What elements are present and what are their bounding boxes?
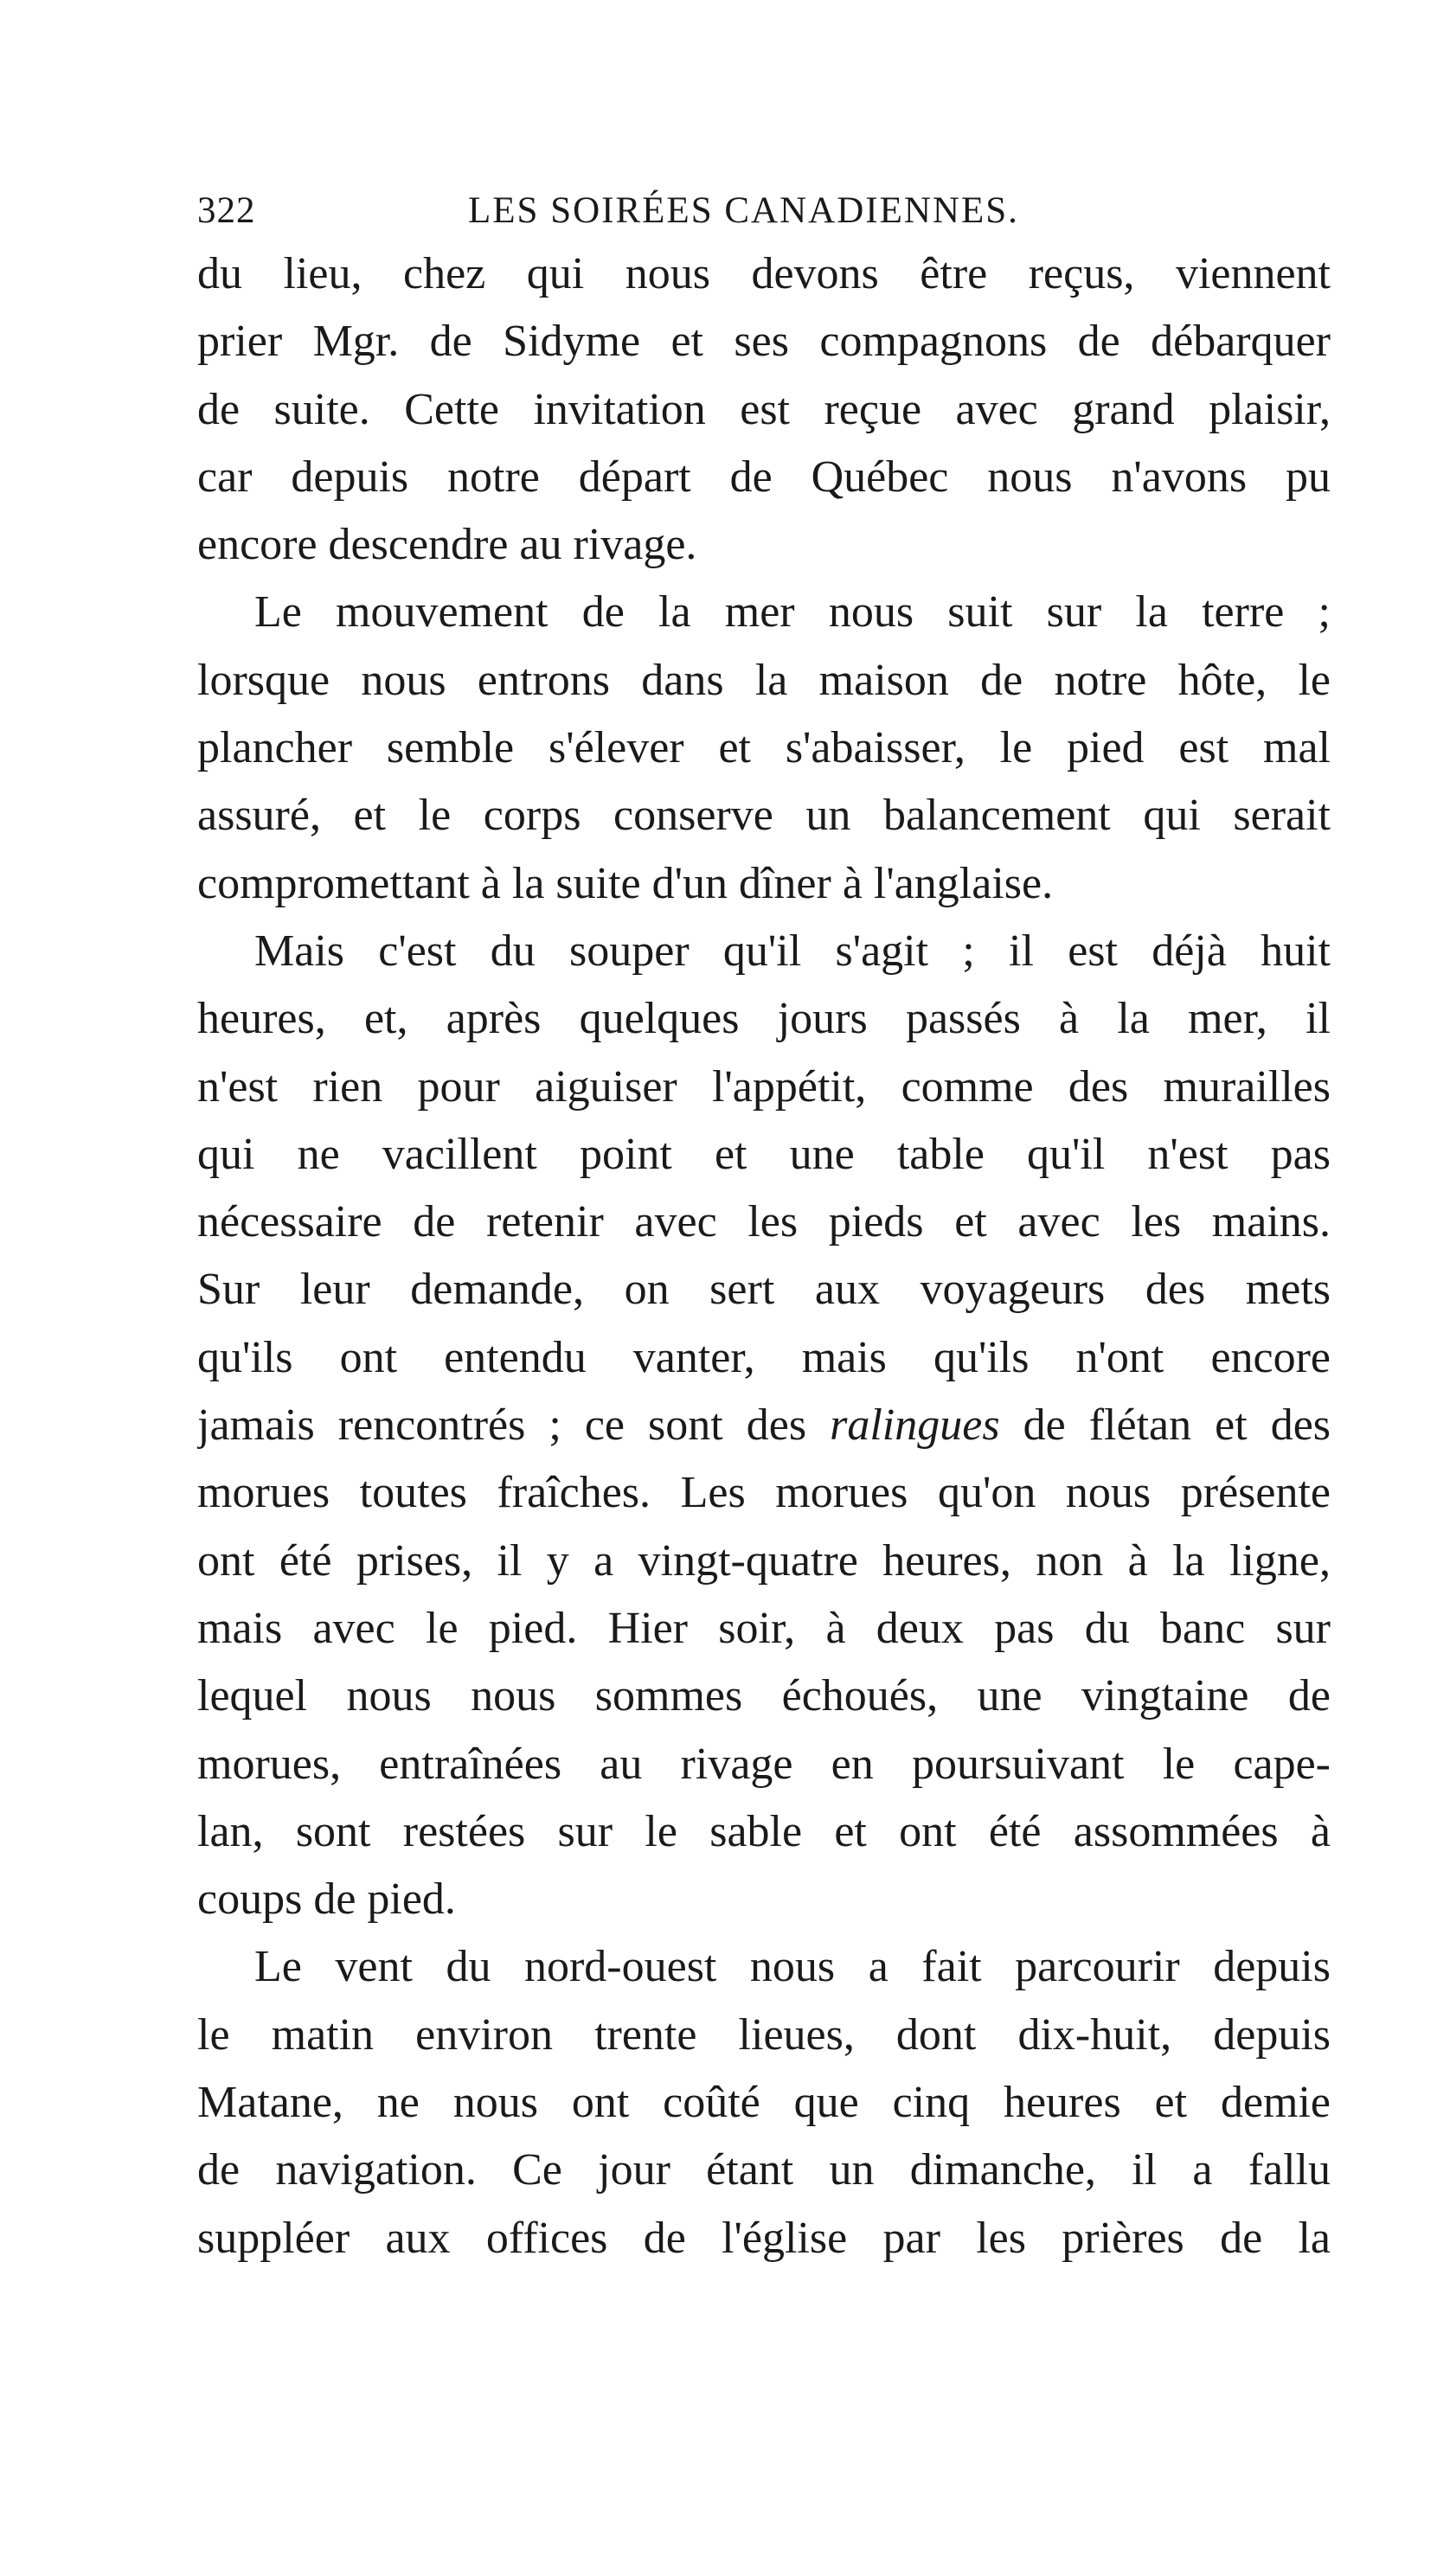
text-line: plancher semble s'élever et s'abaisser, le pied est mal (197, 723, 1331, 773)
text-line: car depuis notre départ de Québec nous n'avons pu (197, 452, 1331, 502)
paragraph-4 (197, 1933, 1331, 2272)
text-line: Mais c'est du souper qu'il s'agit ; il est déjà huit (254, 926, 1331, 976)
text-line: ont été prises, il y a vingt-quatre heures, non à la ligne, (197, 1535, 1331, 1586)
body-text (197, 240, 1331, 2272)
text-line: Sur leur demande, on sert aux voyageurs des mets (197, 1265, 1331, 1315)
page-number: 322 (197, 190, 256, 231)
text-line: n'est rien pour aiguiser l'appétit, comme des murailles (197, 1061, 1331, 1112)
text-line: encore descendre au rivage. (197, 520, 697, 570)
text-line: qui ne vacillent point et une table qu'il n'est pas (197, 1129, 1331, 1179)
text-line: Le mouvement de la mer nous suit sur la terre ; (254, 587, 1331, 638)
text-line: morues toutes fraîches. Les morues qu'on nous présente (197, 1468, 1331, 1518)
text-line: nécessaire de retenir avec les pieds et avec les mains. (197, 1197, 1331, 1247)
text-line: lequel nous nous sommes échoués, une vingtaine de (197, 1671, 1331, 1721)
text-line: heures, et, après quelques jours passés à la mer, il (197, 994, 1331, 1044)
text-line: prier Mgr. de Sidyme et ses compagnons de débarquer (197, 317, 1331, 367)
text-line: du lieu, chez qui nous devons être reçus, viennent (197, 249, 1331, 298)
emphasized-word: ralingues (830, 1400, 1000, 1451)
text-line: de suite. Cette invitation est reçue avec grand plaisir, (197, 384, 1331, 434)
text-line-with-emphasis (197, 1392, 1331, 1459)
paragraph-1 (197, 240, 1331, 579)
text-line: compromettant à la suite d'un dîner à l'anglaise. (197, 858, 1054, 908)
text-line: suppléer aux offices de l'église par les prières de la (197, 2213, 1331, 2263)
text-line: Le vent du nord-ouest nous a fait parcourir depuis (254, 1942, 1331, 1992)
text-line: le matin environ trente lieues, dont dix-huit, depuis (197, 2009, 1331, 2060)
paragraph-2 (197, 579, 1331, 917)
text-line: coups de pied. (197, 1874, 456, 1925)
text-line: mais avec le pied. Hier soir, à deux pas du banc sur (197, 1603, 1331, 1653)
text-line: lan, sont restées sur le sable et ont été assommées à (197, 1806, 1331, 1856)
running-title: LES SOIRÉES CANADIENNES. (468, 190, 1019, 231)
text-line-end: de flétan et des (1023, 1400, 1331, 1451)
running-head (197, 185, 1331, 237)
text-line: qu'ils ont entendu vanter, mais qu'ils n'ont encore (197, 1332, 1331, 1382)
text-line-start: jamais rencontrés ; ce sont des (197, 1400, 807, 1451)
text-line: lorsque nous entrons dans la maison de notre hôte, le (197, 655, 1331, 705)
paragraph-3 (197, 918, 1331, 1933)
text-line: Matane, ne nous ont coûté que cinq heures et demie (197, 2078, 1331, 2128)
text-line: assuré, et le corps conserve un balancement qui serait (197, 791, 1331, 841)
text-line: de navigation. Ce jour étant un dimanche, il a fallu (197, 2145, 1331, 2195)
text-line: morues, entraînées au rivage en poursuivant le cape- (197, 1739, 1331, 1789)
